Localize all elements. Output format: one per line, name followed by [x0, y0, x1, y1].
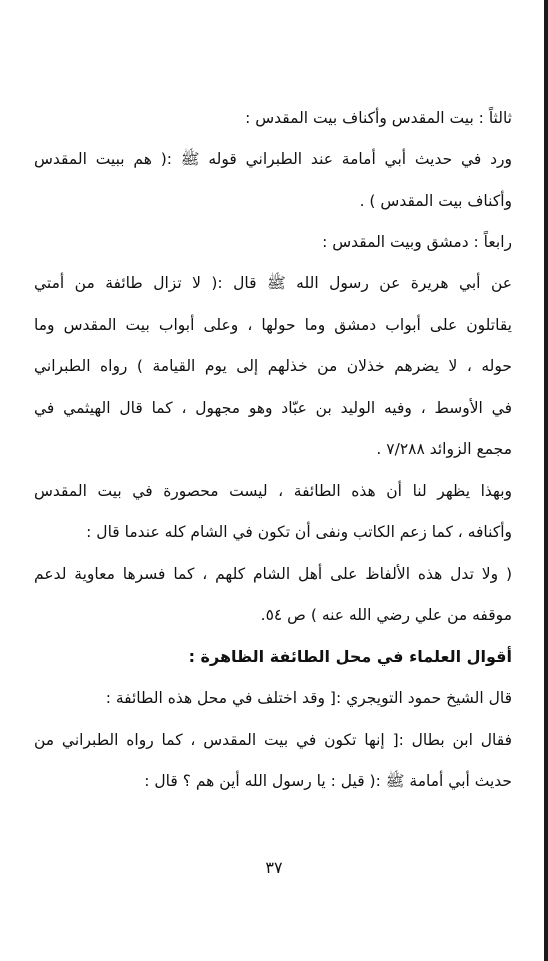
- text-line-4: رابعاً : دمشق وبيت المقدس :: [322, 233, 512, 251]
- text-line-13: موقفه من علي رضي الله عنه ) ص ٥٤.: [260, 606, 512, 624]
- section-heading: أقوال العلماء في محل الطائفة الظاهرة :: [188, 647, 512, 666]
- text-line-1: ثالثاً : بيت المقدس وأكناف بيت المقدس :: [245, 109, 512, 127]
- text-line-3: وأكناف بيت المقدس ) .: [359, 192, 512, 210]
- text-line-9: مجمع الزوائد ٧/٢٨٨ .: [376, 440, 512, 458]
- text-line-5: عن أبي هريرة عن رسول الله ﷺ قال :( لا تزال طائفة من أمتي: [34, 274, 512, 292]
- page-number: ٣٧: [265, 858, 283, 877]
- text-line-7: حوله ، لا يضرهم خذلان من خذلهم إلى يوم القيامة ) رواه الطبراني: [34, 357, 512, 375]
- text-line-6: يقاتلون على أبواب دمشق وما حولها ، وعلى أبواب بيت المقدس وما: [34, 316, 512, 334]
- text-line-11: وأكنافه ، كما زعم الكاتب ونفى أن تكون في الشام كله عندما قال :: [86, 523, 512, 541]
- text-line-8: في الأوسط ، وفيه الوليد بن عبّاد وهو مجهول ، كما قال الهيثمي في: [34, 399, 512, 417]
- text-line-17: حديث أبي أمامة ﷺ :( قيل : يا رسول الله أين هم ؟ قال :: [144, 772, 512, 790]
- text-line-15: قال الشيخ حمود التويجري :[ وقد اختلف في محل هذه الطائفة :: [105, 689, 512, 707]
- text-line-2: ورد في حديث أبي أمامة عند الطبراني قوله ﷺ :( هم ببيت المقدس: [34, 150, 512, 168]
- text-line-10: وبهذا يظهر لنا أن هذه الطائفة ، ليست محصورة في بيت المقدس: [34, 482, 512, 500]
- text-line-12: ( ولا تدل هذه الألفاظ على أهل الشام كلهم ، كما فسرها معاوية لدعم: [34, 565, 512, 583]
- text-line-16: فقال ابن بطال :[ إنها تكون في بيت المقدس ، كما رواه الطبراني من: [34, 731, 512, 749]
